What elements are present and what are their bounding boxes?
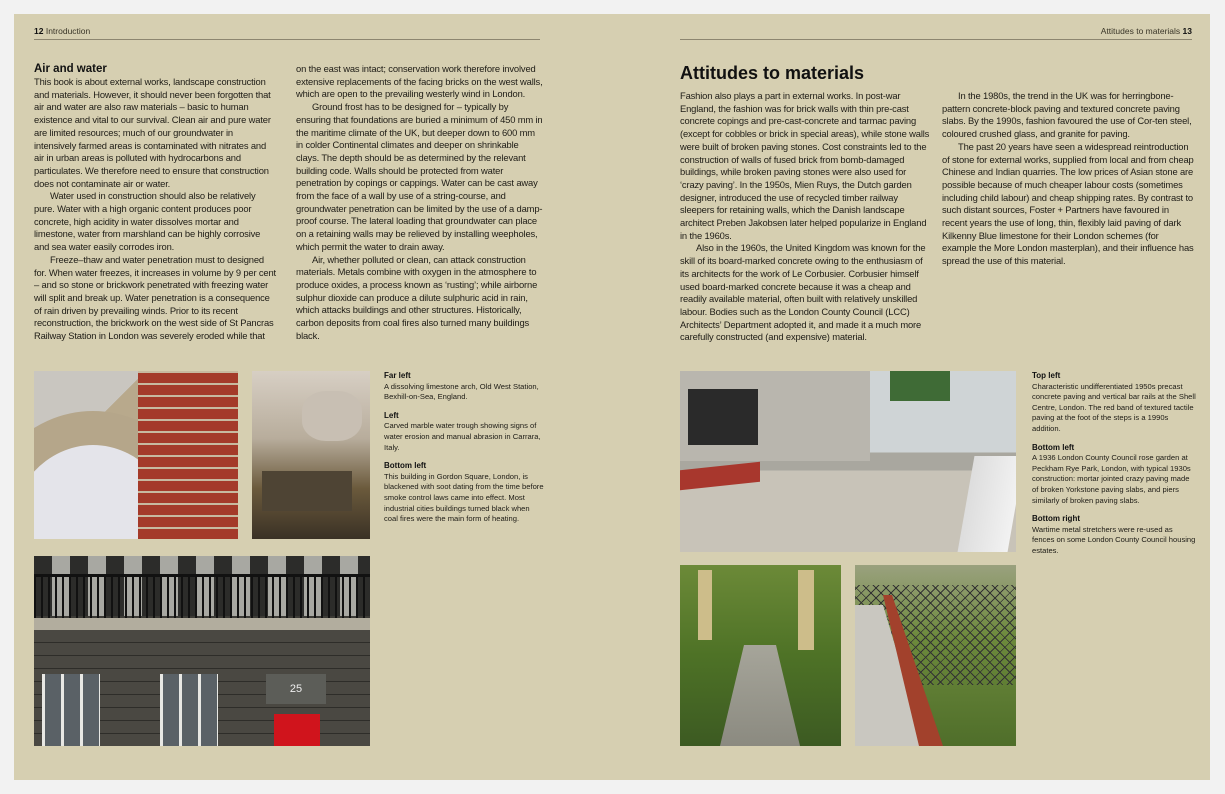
section-heading: Air and water xyxy=(34,63,107,75)
right-column-1 xyxy=(680,62,930,344)
left-column-1 xyxy=(34,62,276,343)
running-head: Introduction xyxy=(45,26,91,36)
page-number: 13 xyxy=(1182,26,1192,36)
caption-title: Top left xyxy=(1032,371,1061,380)
paragraph: Ground frost has to be designed for – typically by ensuring that foundations are buried a minimum of 450 mm in the maritime climate of the UK, but deeper down to 600 mm in colder Continental climates and deeper on shrinkable clays. The depth should be as determined by the relevant building code. Walls should be protected from water penetration by copings or cappings. Water can be cast away from the face of a wall by use of a string-course, and groundwater penetration can be limited by the use of a damp-proof course. The lateral loading that groundwater can place on a retaining walls may be relieved by installing weepholes, which permit the water to drain away. xyxy=(296,101,543,252)
right-column-2 xyxy=(942,90,1194,268)
photo-limestone-arch xyxy=(34,371,238,539)
photo-rose-garden xyxy=(680,565,841,746)
right-captions xyxy=(1032,371,1196,565)
caption-text: Wartime metal stretchers were re-used as fences on some London County Council housing estates. xyxy=(1032,524,1196,555)
right-page-header xyxy=(680,26,1192,40)
left-column-2 xyxy=(296,63,544,342)
left-page-header xyxy=(34,26,540,40)
caption-title: Bottom right xyxy=(1032,514,1080,524)
caption-title: Bottom left xyxy=(384,461,427,471)
left-captions xyxy=(384,371,544,533)
caption-title: Left xyxy=(384,410,399,420)
page-title: Attitudes to materials xyxy=(680,63,865,83)
paragraph: The past 20 years have seen a widespread reintroduction of stone for external works, supplied from local and from cheap Chinese and Indian quarries. The low prices of Asian stone are possible because of much cheaper labour costs (sometimes including child labour) and cheap shipping rates. By contrast to such distant sources, Foster + Partners have favoured in recent years the use of long, thin, flexibly laid paving of dark Kilkenny Blue limestone for their London schemes (for example the More London masterplan), and their influence has spread the use of this material. xyxy=(942,140,1194,267)
photo-stretcher-fence xyxy=(855,565,1016,746)
photo-gordon-square-building xyxy=(34,556,370,746)
paragraph: Air, whether polluted or clean, can attack construction materials. Metals combine with oxygen in the atmosphere to produce oxides, a process known as ‘rusting’; while airborne sulphur dioxide can produce a dilute sulphuric acid in rain, which attacks buildings and other structures. Historically, carbon deposits from coal fires also turned many buildings black. xyxy=(296,253,538,341)
caption-text: Characteristic undifferentiated 1950s precast concrete paving and vertical bar rails at the Shell Centre, London. The red band of textured tactile paving at the foot of the steps is a 1990s addition. xyxy=(1032,381,1196,433)
paragraph: Also in the 1960s, the United Kingdom was known for the skill of its board-marked concrete owing to the enthusiasm of its architects for the work of Le Corbusier. Corbusier himself used board-marked concrete because it was a cheap and readily available material, often built with relatively unskilled labour. Bodies such as the London County Council (LCC) Architects’ Department adopted it, and made it a much more carefully constructed (and expensive) material. xyxy=(680,242,926,343)
caption-text: Carved marble water trough showing signs of water erosion and manual abrasion in Carrara, Italy. xyxy=(384,421,541,452)
door-number: 25 xyxy=(266,674,326,704)
running-head: Attitudes to materials xyxy=(1100,26,1181,36)
paragraph: Water used in construction should also be relatively pure. Water with a high organic content produces poor concrete, high acidity in water dissolves mortar and limestone, water from marshland can be highly corrosive and sea water easily corrodes iron. xyxy=(34,190,261,253)
paragraph: In the 1980s, the trend in the UK was for herringbone-pattern concrete-block paving and textured concrete paving slabs. By the 1990s, fashion favoured the use of Cor-ten steel, coloured crushed glass, and granite for paving. xyxy=(942,90,1192,140)
caption-text: A 1936 London County Council rose garden at Peckham Rye Park, London, with typical 1930s construction: mortar jointed crazy paving made of broken Yorkstone paving slabs, and piers similarly of broken paving slabs. xyxy=(1032,453,1191,505)
photo-shell-centre-paving xyxy=(680,371,1016,552)
page-number: 12 xyxy=(34,26,44,36)
caption-text: This building in Gordon Square, London, is blackened with soot dating from the time before smoke control laws came into effect. Most industrial cities buildings turned black when coal fires were the main form of heating. xyxy=(384,471,544,524)
caption-title: Far left xyxy=(384,371,411,380)
caption-text: A dissolving limestone arch, Old West Station, Bexhill-on-Sea, England. xyxy=(384,381,539,402)
paragraph: This book is about external works, landscape construction and materials. However, it should never been forgotten that air and water are also raw materials – basic to human existence and vital to our survival. Clean air and pure water are limited resources; much of our groundwater in intensively farmed areas is contaminated with nitrates and air in urban areas is polluted with hydrocarbons and particulates. We therefore need to ensure that construction does not contaminate air or water. xyxy=(34,76,271,189)
paragraph: on the east was intact; conservation work therefore involved extensive replacements of the facing bricks on the west walls, which are open to the prevailing westerly wind in London. xyxy=(296,63,543,100)
paragraph: Fashion also plays a part in external works. In post-war England, the fashion was for brick walls with thin pre-cast concrete copings and pre-cast-concrete and tarmac paving (except for cobbles or brick in special areas), while stone walls were built of broken paving stones. Cost constraints led to the construction of walls of fused brick from bomb-damaged buildings, while broken paving stones were also used for ‘crazy paving’. In the 1950s, Mien Ruys, the Dutch garden designer, introduced the use of recycled timber railway sleepers for retaining walls, which the Danish landscape architect Preben Jakobsen later helped popularize in England in the 1960s. xyxy=(680,90,930,241)
paragraph: Freeze–thaw and water penetration must to designed for. When water freezes, it increases in volume by 9 per cent – and so stone or brickwork penetrated with freezing water will split and break up. Water penetration is a consequence of rain driven by prevailing winds. Prior to its recent reconstruction, the brickwork on the west side of St Pancras Railway Station in London was severely eroded while that xyxy=(34,253,277,342)
photo-marble-trough xyxy=(252,371,370,539)
caption-title: Bottom left xyxy=(1032,442,1075,452)
